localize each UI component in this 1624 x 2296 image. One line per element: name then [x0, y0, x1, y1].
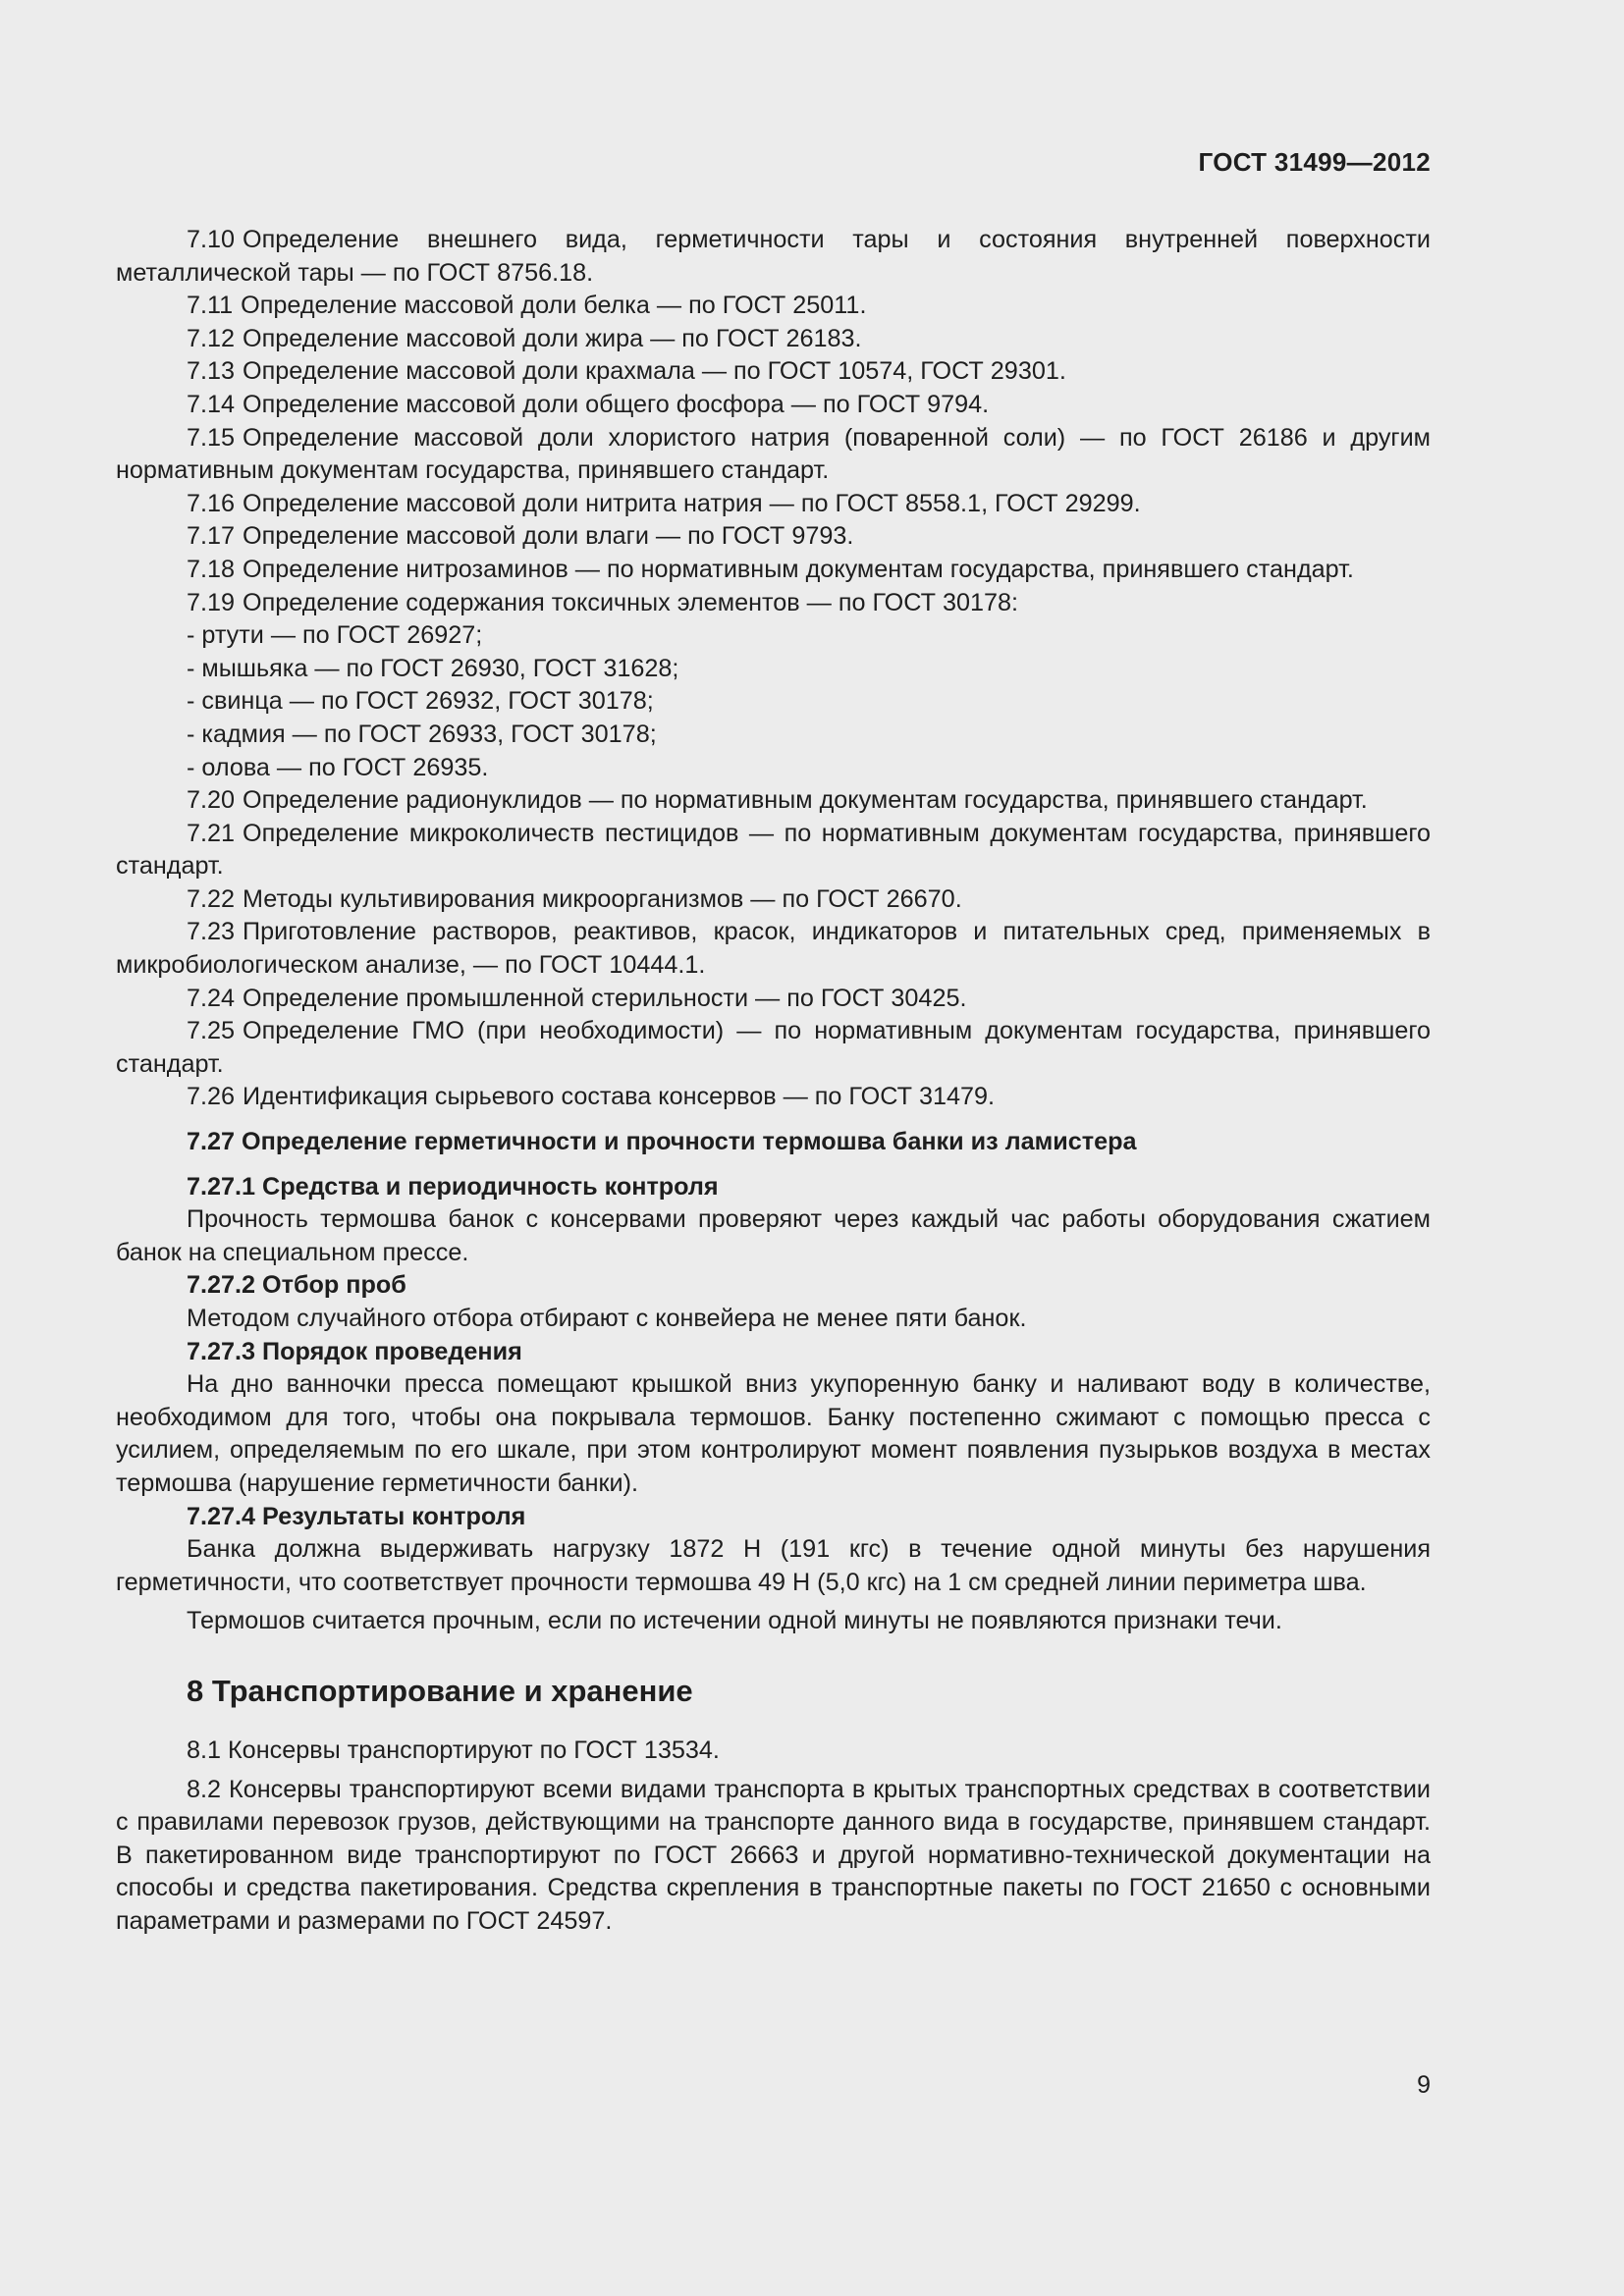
clause-number: 7.10 [187, 226, 236, 253]
clause-text: Определение внешнего вида, герметичности тары и состояния внутренней поверхности металлической тары — по ГОСТ 8756.18. [116, 226, 1431, 287]
clause-7-27-3-text: На дно ванночки пресса помещают крышкой вниз укупоренную банку и наливают воду в количестве, необходимом для того, чтобы она покрывала термошов. Банку постепенно сжимают с помощью пресса с усилием, определяемым по его шкале, при этом контролируют момент появления пузырьков воздуха в местах термошва (нарушение герметичности банки). [116, 1370, 1431, 1497]
clause-number: 7.20 [187, 786, 236, 815]
clause-7-27-4-text-2: Термошов считается прочным, если по истечении одной минуты не появляются признаки течи. [187, 1607, 1282, 1635]
clause-7-18 [116, 554, 1431, 587]
spacer [116, 1638, 1431, 1672]
clause-7-27-3-heading: 7.27.3 Порядок проведения [187, 1337, 522, 1365]
clause-number: 7.24 [187, 984, 236, 1012]
clause-7-16 [116, 488, 1431, 521]
clause-text: Определение массовой доли общего фосфора — по ГОСТ 9794. [243, 390, 990, 418]
clause-7-14 [116, 389, 1431, 422]
clause-text: Определение массовой доли хлористого натрия (поваренной соли) — по ГОСТ 26186 и другим нормативным документам государства, принявшего стандарт. [116, 423, 1431, 485]
clause-text: Определение массовой доли белка — по ГОСТ 25011. [241, 292, 867, 320]
clause-text: Определение массовой доли влаги — по ГОСТ 9793. [243, 522, 854, 551]
toxic-list-item: - свинца — по ГОСТ 26932, ГОСТ 30178; [187, 687, 654, 716]
page-number: 9 [1417, 2071, 1431, 2099]
clause-number: 7.21 [187, 819, 236, 847]
toxic-list-item: - кадмия — по ГОСТ 26933, ГОСТ 30178; [187, 720, 657, 748]
clause-7-27-heading: 7.27 Определение герметичности и прочности термошва банки из ламистера [187, 1128, 1137, 1156]
clause-7-19 [116, 587, 1431, 620]
clause-7-25 [116, 1015, 1431, 1081]
document-body [116, 224, 1431, 1939]
clause-number: 7.13 [187, 357, 236, 386]
clause-text: Определение микроколичеств пестицидов — по нормативным документам государства, принявшего стандарт. [116, 819, 1431, 881]
clause-text: Приготовление растворов, реактивов, красок, индикаторов и питательных сред, применяемых в микробиологическом анализе, — по ГОСТ 10444.1. [116, 918, 1431, 980]
clause-number: 7.25 [187, 1017, 236, 1045]
clause-text: Определение нитрозаминов — по нормативным документам государства, принявшего стандарт. [243, 555, 1354, 583]
clause-7-27-4-heading: 7.27.4 Результаты контроля [187, 1502, 526, 1530]
clause-text: Определение содержания токсичных элементов — по ГОСТ 30178: [243, 588, 1019, 616]
toxic-list-item: - олова — по ГОСТ 26935. [187, 753, 489, 781]
clause-7-15 [116, 422, 1431, 488]
clause-7-17 [116, 520, 1431, 554]
clause-7-20 [116, 784, 1431, 818]
clause-number: 7.17 [187, 522, 236, 551]
clause-8-1: 8.1 Консервы транспортируют по ГОСТ 13534. [187, 1735, 720, 1764]
clause-text: Определение ГМО (при необходимости) — по нормативным документам государства, принявшего стандарт. [116, 1017, 1431, 1078]
clause-text: Идентификация сырьевого состава консервов — по ГОСТ 31479. [243, 1083, 996, 1111]
clause-7-10 [116, 224, 1431, 290]
clause-7-12 [116, 323, 1431, 356]
clause-number: 7.15 [187, 423, 236, 452]
section-8-title: 8 Транспортирование и хранение [187, 1673, 693, 1708]
clause-text: Определение массовой доли жира — по ГОСТ 26183. [243, 324, 862, 352]
clause-number: 7.18 [187, 555, 236, 583]
clause-number: 7.12 [187, 324, 236, 352]
document-code-header: ГОСТ 31499—2012 [1198, 147, 1431, 177]
clause-7-24 [116, 983, 1431, 1016]
clause-number: 7.22 [187, 884, 236, 913]
clause-text: Определение промышленной стерильности — по ГОСТ 30425. [243, 984, 967, 1012]
clause-number: 7.19 [187, 588, 236, 616]
clause-7-23 [116, 916, 1431, 982]
clause-7-21 [116, 818, 1431, 883]
clause-number: 7.23 [187, 918, 236, 946]
clause-number: 7.11 [187, 292, 234, 320]
clause-number: 7.26 [187, 1083, 236, 1111]
clause-7-11 [116, 290, 1431, 323]
spacer [116, 1114, 1431, 1126]
clause-7-27-4-text: Банка должна выдерживать нагрузку 1872 Н (191 кгс) в течение одной минуты без нарушения герметичности, что соответствует прочности термошва 49 Н (5,0 кгс) на 1 см средней линии периметра шва. [116, 1535, 1431, 1596]
spacer [116, 1159, 1431, 1171]
clause-text: Методы культивирования микроорганизмов — по ГОСТ 26670. [243, 884, 962, 913]
toxic-list-item: - ртути — по ГОСТ 26927; [187, 621, 483, 650]
clause-number: 7.16 [187, 489, 236, 517]
clause-text: Определение массовой доли крахмала — по ГОСТ 10574, ГОСТ 29301. [243, 357, 1066, 386]
clause-7-27-2-text: Методом случайного отбора отбирают с конвейера не менее пяти банок. [187, 1305, 1027, 1332]
clause-number: 7.14 [187, 390, 236, 418]
clause-text: Определение радионуклидов — по нормативным документам государства, принявшего стандарт. [243, 786, 1368, 815]
clause-7-26 [116, 1081, 1431, 1114]
clause-text: Определение массовой доли нитрита натрия — по ГОСТ 8558.1, ГОСТ 29299. [243, 489, 1141, 517]
clause-8-2: 8.2 Консервы транспортируют всеми видами транспорта в крытых транспортных средствах в соответствии с правилами перевозок грузов, действующими на транспорте данного вида в государстве, принявшем стандарт. В пакетированном виде транспортируют по ГОСТ 26663 и другой нормативно-технической документации на способы и средства пакетирования. Средства скрепления в транспортные пакеты по ГОСТ 21650 с основными параметрами и размерами по ГОСТ 24597. [116, 1775, 1431, 1935]
spacer [116, 1711, 1431, 1735]
toxic-list-item: - мышьяка — по ГОСТ 26930, ГОСТ 31628; [187, 654, 679, 682]
clause-7-22 [116, 883, 1431, 917]
clause-7-27-2-heading: 7.27.2 Отбор проб [187, 1271, 406, 1300]
clause-7-27-1-heading: 7.27.1 Средства и периодичность контроля [187, 1172, 719, 1201]
clause-7-27-1-text: Прочность термошва банок с консервами проверяют через каждый час работы оборудования сжатием банок на специальном прессе. [116, 1205, 1431, 1266]
clause-7-13 [116, 355, 1431, 389]
